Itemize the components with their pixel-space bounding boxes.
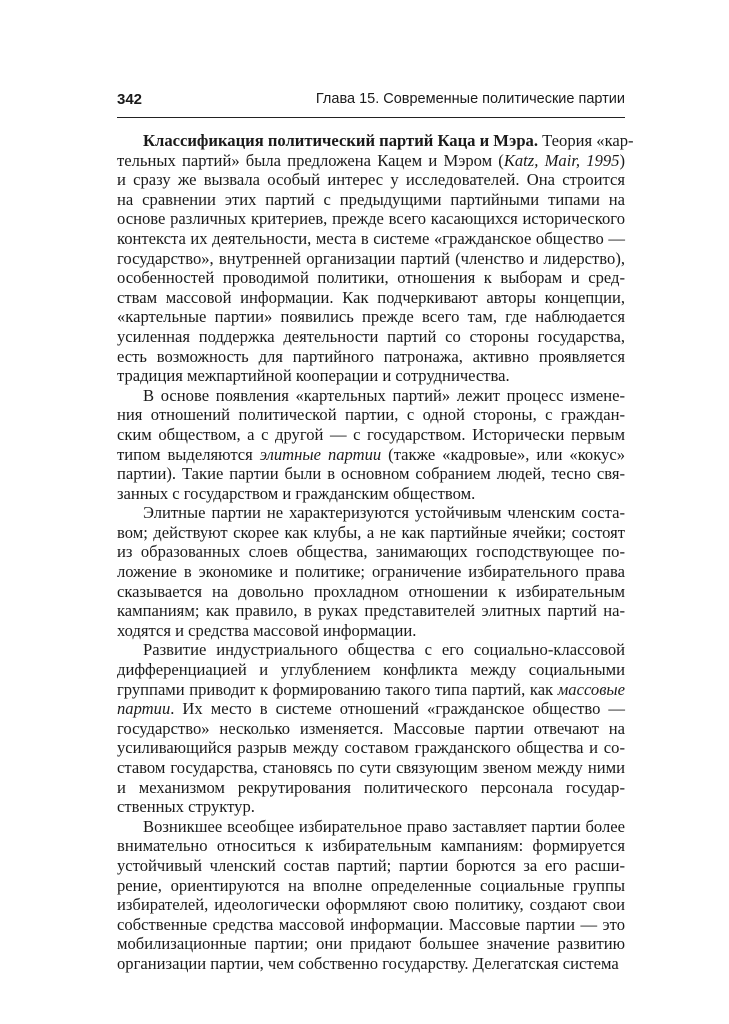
text-run: типом выделяются (117, 444, 260, 464)
text-line: внимательно относиться к избирательным кампаниям: формируется (117, 836, 625, 856)
header-rule (117, 117, 625, 118)
text-run: группами приводит к формированию такого типа партий, как (117, 679, 558, 699)
text-line: дифференциацией и углублением конфликта между социальными (117, 660, 625, 680)
text-line: кампаниям; как правило, в руках представителей элитных партий на- (117, 601, 625, 621)
text-line: есть возможность для партийного патронажа, активно проявляется (117, 346, 625, 366)
text-line (117, 699, 625, 719)
text-line: организации партии, чем собственно государству. Делегатская система (117, 953, 619, 973)
text-line: устойчивый членский состав партий; партии борются за его расши- (117, 855, 625, 875)
italic-run: элитные партии (259, 444, 382, 464)
text-line: В основе появления «картельных партий» лежит процесс измене- (143, 385, 625, 405)
text-line: «картельные партии» появились прежде всего там, где наблюдается (117, 307, 625, 327)
text-run: ) (619, 150, 625, 170)
text-line: из образованных слоев общества, занимающих господствующее по- (117, 542, 625, 562)
text-line: партии). Такие партии были в основном собранием людей, тесно свя- (117, 464, 625, 484)
text-line (117, 445, 625, 465)
text-line: государство» несколько изменяется. Массовые партии отвечают на (117, 718, 625, 738)
page-header (117, 91, 625, 113)
paragraph (117, 131, 634, 386)
paragraph (117, 817, 625, 974)
text-line: ским обществом, а с другой — с государством. Исторически первым (117, 424, 625, 444)
text-line (117, 151, 625, 171)
text-line: ходятся и средства массовой информации. (117, 620, 417, 640)
page-number: 342 (117, 91, 143, 108)
italic-run: Katz, Mair, 1995 (503, 150, 620, 170)
text-run: . Их место в системе отношений «гражданское общество — (170, 699, 625, 719)
text-line: традиция межпартийной кооперации и сотрудничества. (117, 366, 510, 386)
text-line: и механизмом рекрутирования политического персонала государ- (117, 777, 625, 797)
bold-run: Классификация политический партий Каца и Мэра. (143, 131, 538, 150)
text-line: усиливающийся разрыв между составом гражданского общества и со- (117, 738, 625, 758)
text-line: ложение в экономике и политике; ограничение избирательного права (117, 562, 625, 582)
text-line: избирателей, идеологически оформляют свою политику, создают свои (117, 895, 625, 915)
text-line: особенностей проводимой политики, отношения к выборам и сред- (117, 268, 625, 288)
text-line: вом; действуют скорее как клубы, а не как партийные ячейки; состоят (117, 522, 625, 542)
text-line: усиленная поддержка деятельности партий со стороны государства, (117, 326, 625, 346)
text-line: ставом государства, становясь по сути связующим звеном между ними (117, 758, 625, 777)
text-line: и сразу же вызвала особый интерес у исследователей. Она строится (117, 170, 625, 190)
text-line (117, 680, 625, 700)
text-line (117, 131, 634, 151)
text-run: тельных партий» была предложена Кацем и Мэром ( (117, 150, 504, 170)
body-text (117, 131, 634, 974)
text-line: Развитие индустриального общества с его социально-классовой (143, 640, 625, 660)
text-line: основе различных критериев, прежде всего касающихся исторического (117, 209, 625, 229)
italic-run: массовые (557, 679, 625, 699)
paragraph (117, 386, 625, 504)
text-run: (также «кадровые», или «кокус» (381, 444, 625, 464)
text-line: на сравнении этих партий с предыдущими партийными типами на (117, 189, 625, 209)
paragraph (117, 503, 625, 640)
paragraph (117, 640, 625, 816)
text-line: сказывается на довольно прохладном отношении к избирательным (117, 581, 625, 601)
running-head: Глава 15. Современные политические партии (315, 91, 625, 107)
text-run: Теория «кар- (538, 131, 634, 150)
text-line: занных с государством и гражданским обществом. (117, 483, 476, 503)
text-line: Элитные партии не характеризуются устойчивым членским соста- (143, 503, 625, 523)
text-line: мобилизационные партии; они придают большее значение развитию (117, 934, 625, 954)
text-line: государство», внутренней организации партий (членство и лидерство), (117, 248, 625, 268)
italic-run: партии (117, 699, 171, 719)
text-line: ния отношений политической партии, с одной стороны, с граждан- (117, 405, 625, 425)
text-line: рение, ориентируются на вполне определенные социальные группы (117, 875, 625, 895)
text-line: ствам массовой информации. Как подчеркивают авторы концепции, (117, 287, 625, 307)
text-line: ственных структур. (117, 797, 255, 817)
text-line: собственные средства массовой информации. Массовые партии — это (117, 914, 625, 934)
text-line: контекста их деятельности, места в системе «гражданское общество — (117, 228, 625, 248)
text-line: Возникшее всеобщее избирательное право заставляет партии более (143, 816, 625, 836)
